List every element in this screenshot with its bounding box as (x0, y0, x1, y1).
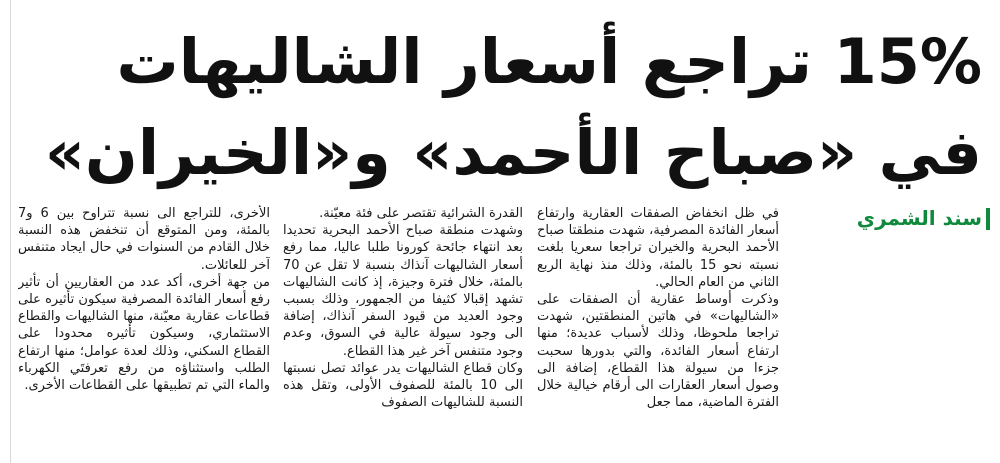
paragraph: في ظل انخفاض الصفقات العقارية وارتفاع أسعار الفائدة المصرفية، شهدت منطقتا صباح الأحمد البحرية والخيران تراجعا سعريا بلغت نسبته نحو 15 بالمئة، وذلك منذ نهاية الربع الثاني من العام الحالي. (537, 206, 779, 290)
paragraph: من جهة أخرى، أكد عدد من العقاريين أن تأثير رفع أسعار الفائدة المصرفية سيكون تأثيره على قطاعات عقارية معيّنة، منها الشاليهات والقطاع الاستثماري، وسيكون تأثيره محدودا على القطاع السكني، وذلك لعدة عوامل؛ منها ارتفاع الطلب واستثناؤه من رفع تعرفتَي الكهرباء والماء التي تم تطبيقها على القطاعات الأخرى. (18, 274, 270, 394)
headline-line-1: 15% تراجع أسعار الشاليهات (116, 25, 982, 98)
byline-author: سند الشمري (856, 206, 982, 230)
paragraph: وذكرت أوساط عقارية أن الصفقات على «الشاليهات» في هاتين المنطقتين، شهدت تراجعا ملحوظا، وذلك لأسباب عديدة؛ منها ارتفاع أسعار الفائدة، والتي بدورها سحبت جزءا من سيولة هذا القطاع، إضافة الى وصول أسعار العقارات الى أرقام خيالية خلال الفترة الماضية، مما جعل (537, 292, 779, 411)
article-column-2 (283, 205, 523, 455)
article-column-3 (18, 205, 270, 455)
headline-line-2: في «صباح الأحمد» و«الخيران» (44, 116, 982, 189)
paragraph: وكان قطاع الشاليهات يدر عوائد تصل نسبتها الى 10 بالمئة للصفوف الأولى، وتقل هذه النسبة للشاليهات الصفوف (283, 360, 523, 411)
page-edge-rule (10, 0, 11, 463)
paragraph: القدرة الشرائية تقتصر على فئة معيّنة. (319, 206, 523, 221)
paragraph: وشهدت منطقة صباح الأحمد البحرية تحديدا بعد انتهاء جائحة كورونا طلبا عاليا، مما رفع أسعار الشاليهات آنذاك بنسبة لا تقل عن 70 بالمئة، خلال فترة وجيزة، إذ كانت الشاليهات تشهد إقبالا كثيفا من الجمهور، وذلك بسبب وجود العديد من قيود السفر آنذاك، إضافة الى وجود سيولة عالية في السوق، وعدم وجود متنفس آخر غير هذا القطاع. (283, 223, 523, 359)
byline-accent-bar (986, 208, 990, 230)
article-column-1 (537, 205, 779, 455)
paragraph: الأخرى، للتراجع الى نسبة تتراوح بين 6 و7 بالمئة، ومن المتوقع أن تنخفض هذه النسبة خلال القادم من السنوات في حال ايجاد متنفس آخر للعائلات. (18, 206, 270, 273)
byline (856, 200, 990, 240)
